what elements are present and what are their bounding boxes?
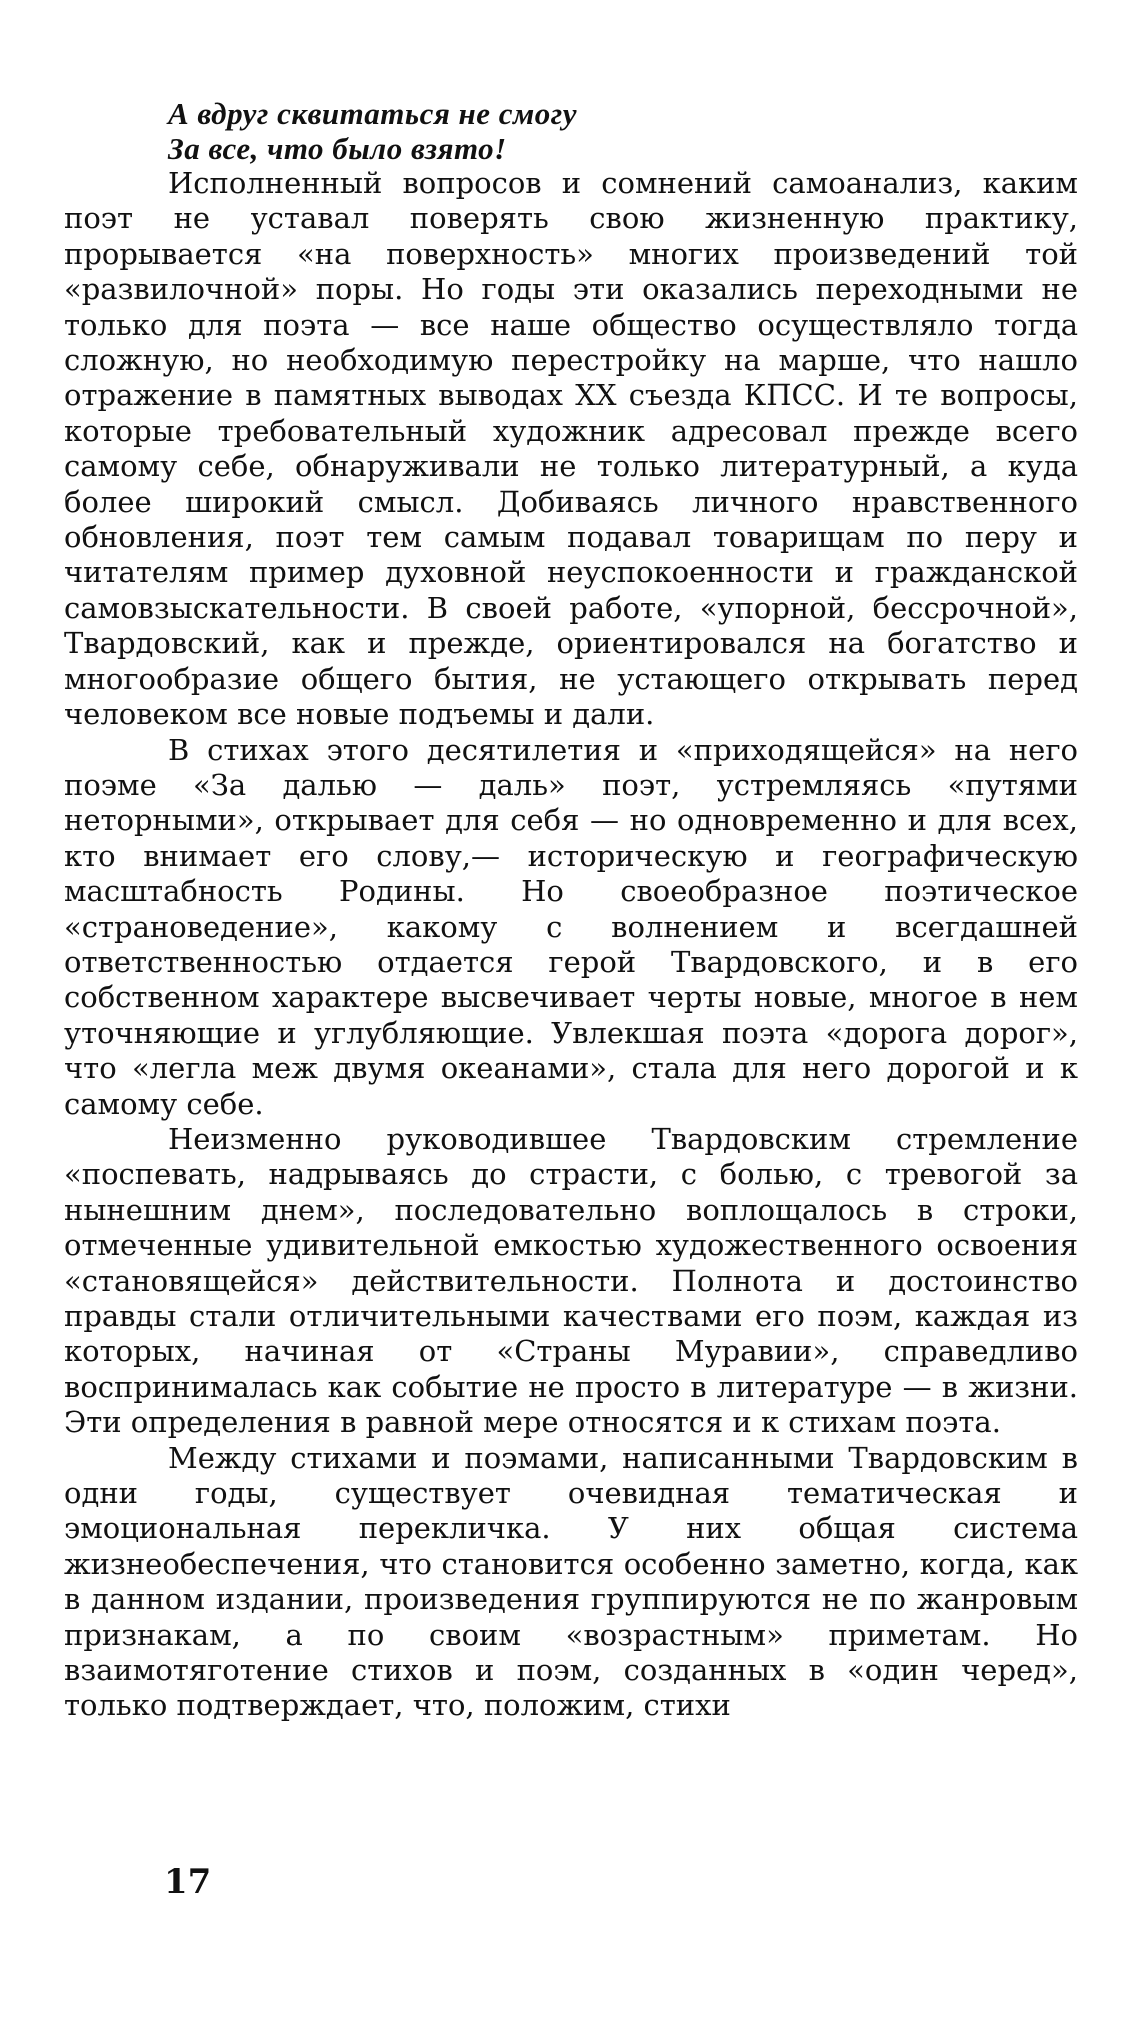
body-text — [64, 166, 1078, 1724]
paragraph: Между стихами и поэмами, написанными Твардовским в одни годы, существует очевидная тематическая и эмоциональная перекличка. У них общая система жизнеобеспечения, что становится особенно заметно, когда, как в данном издании, произведения группируются не по жанровым признакам, а по своим «возрастным» приметам. Но взаимотяготение стихов и поэм, созданных в «один черед», только подтверждает, что, положим, стихи — [64, 1440, 1078, 1723]
epigraph-line: А вдруг сквитаться не смогу — [168, 96, 577, 131]
page-content — [64, 96, 1078, 1724]
epigraph-line: За все, что было взято! — [168, 131, 507, 166]
paragraph: Исполненный вопросов и сомнений самоанализ, каким поэт не уставал поверять свою жизненную практику, прорывается «на поверхность» многих произведений той «развилочной» поры. Но годы эти оказались переходными не только для поэта — все наше общество осуществляло тогда сложную, но необходимую перестройку на марше, что нашло отражение в памятных выводах XX съезда КПСС. И те вопросы, которые требовательный художник адресовал прежде всего самому себе, обнаруживали не только литературный, а куда более широкий смысл. Добиваясь личного нравственного обновления, поэт тем самым подавал товарищам по перу и читателям пример духовной неуспокоенности и гражданской самовзыскательности. В своей работе, «упорной, бессрочной», Твардовский, как и прежде, ориентировался на богатство и многообразие общего бытия, не устающего открывать перед человеком все новые подъемы и дали. — [64, 166, 1078, 732]
paragraph: В стихах этого десятилетия и «приходящейся» на него поэме «За далью — даль» поэт, устремляясь «путями неторными», открывает для себя — но одновременно и для всех, кто внимает его слову,— историческую и географическую масштабность Родины. Но своеобразное поэтическое «страноведение», какому с волнением и всегдашней ответственностью отдается герой Твардовского, и в его собственном характере высвечивает черты новые, многое в нем уточняющие и углубляющие. Увлекшая поэта «дорога дорог», что «легла меж двумя океанами», стала для него дорогой и к самому себе. — [64, 732, 1078, 1121]
epigraph — [168, 96, 1078, 166]
paragraph: Неизменно руководившее Твардовским стремление «поспевать, надрываясь до страсти, с болью, с тревогой за нынешним днем», последовательно воплощалось в строки, отмеченные удивительной емкостью художественного освоения «становящейся» действительности. Полнота и достоинство правды стали отличительными качествами его поэм, каждая из которых, начиная от «Страны Муравии», справедливо воспринималась как событие не просто в литературе — в жизни. Эти определения в равной мере относятся и к стихам поэта. — [64, 1121, 1078, 1440]
page-number: 17 — [164, 1862, 212, 1902]
